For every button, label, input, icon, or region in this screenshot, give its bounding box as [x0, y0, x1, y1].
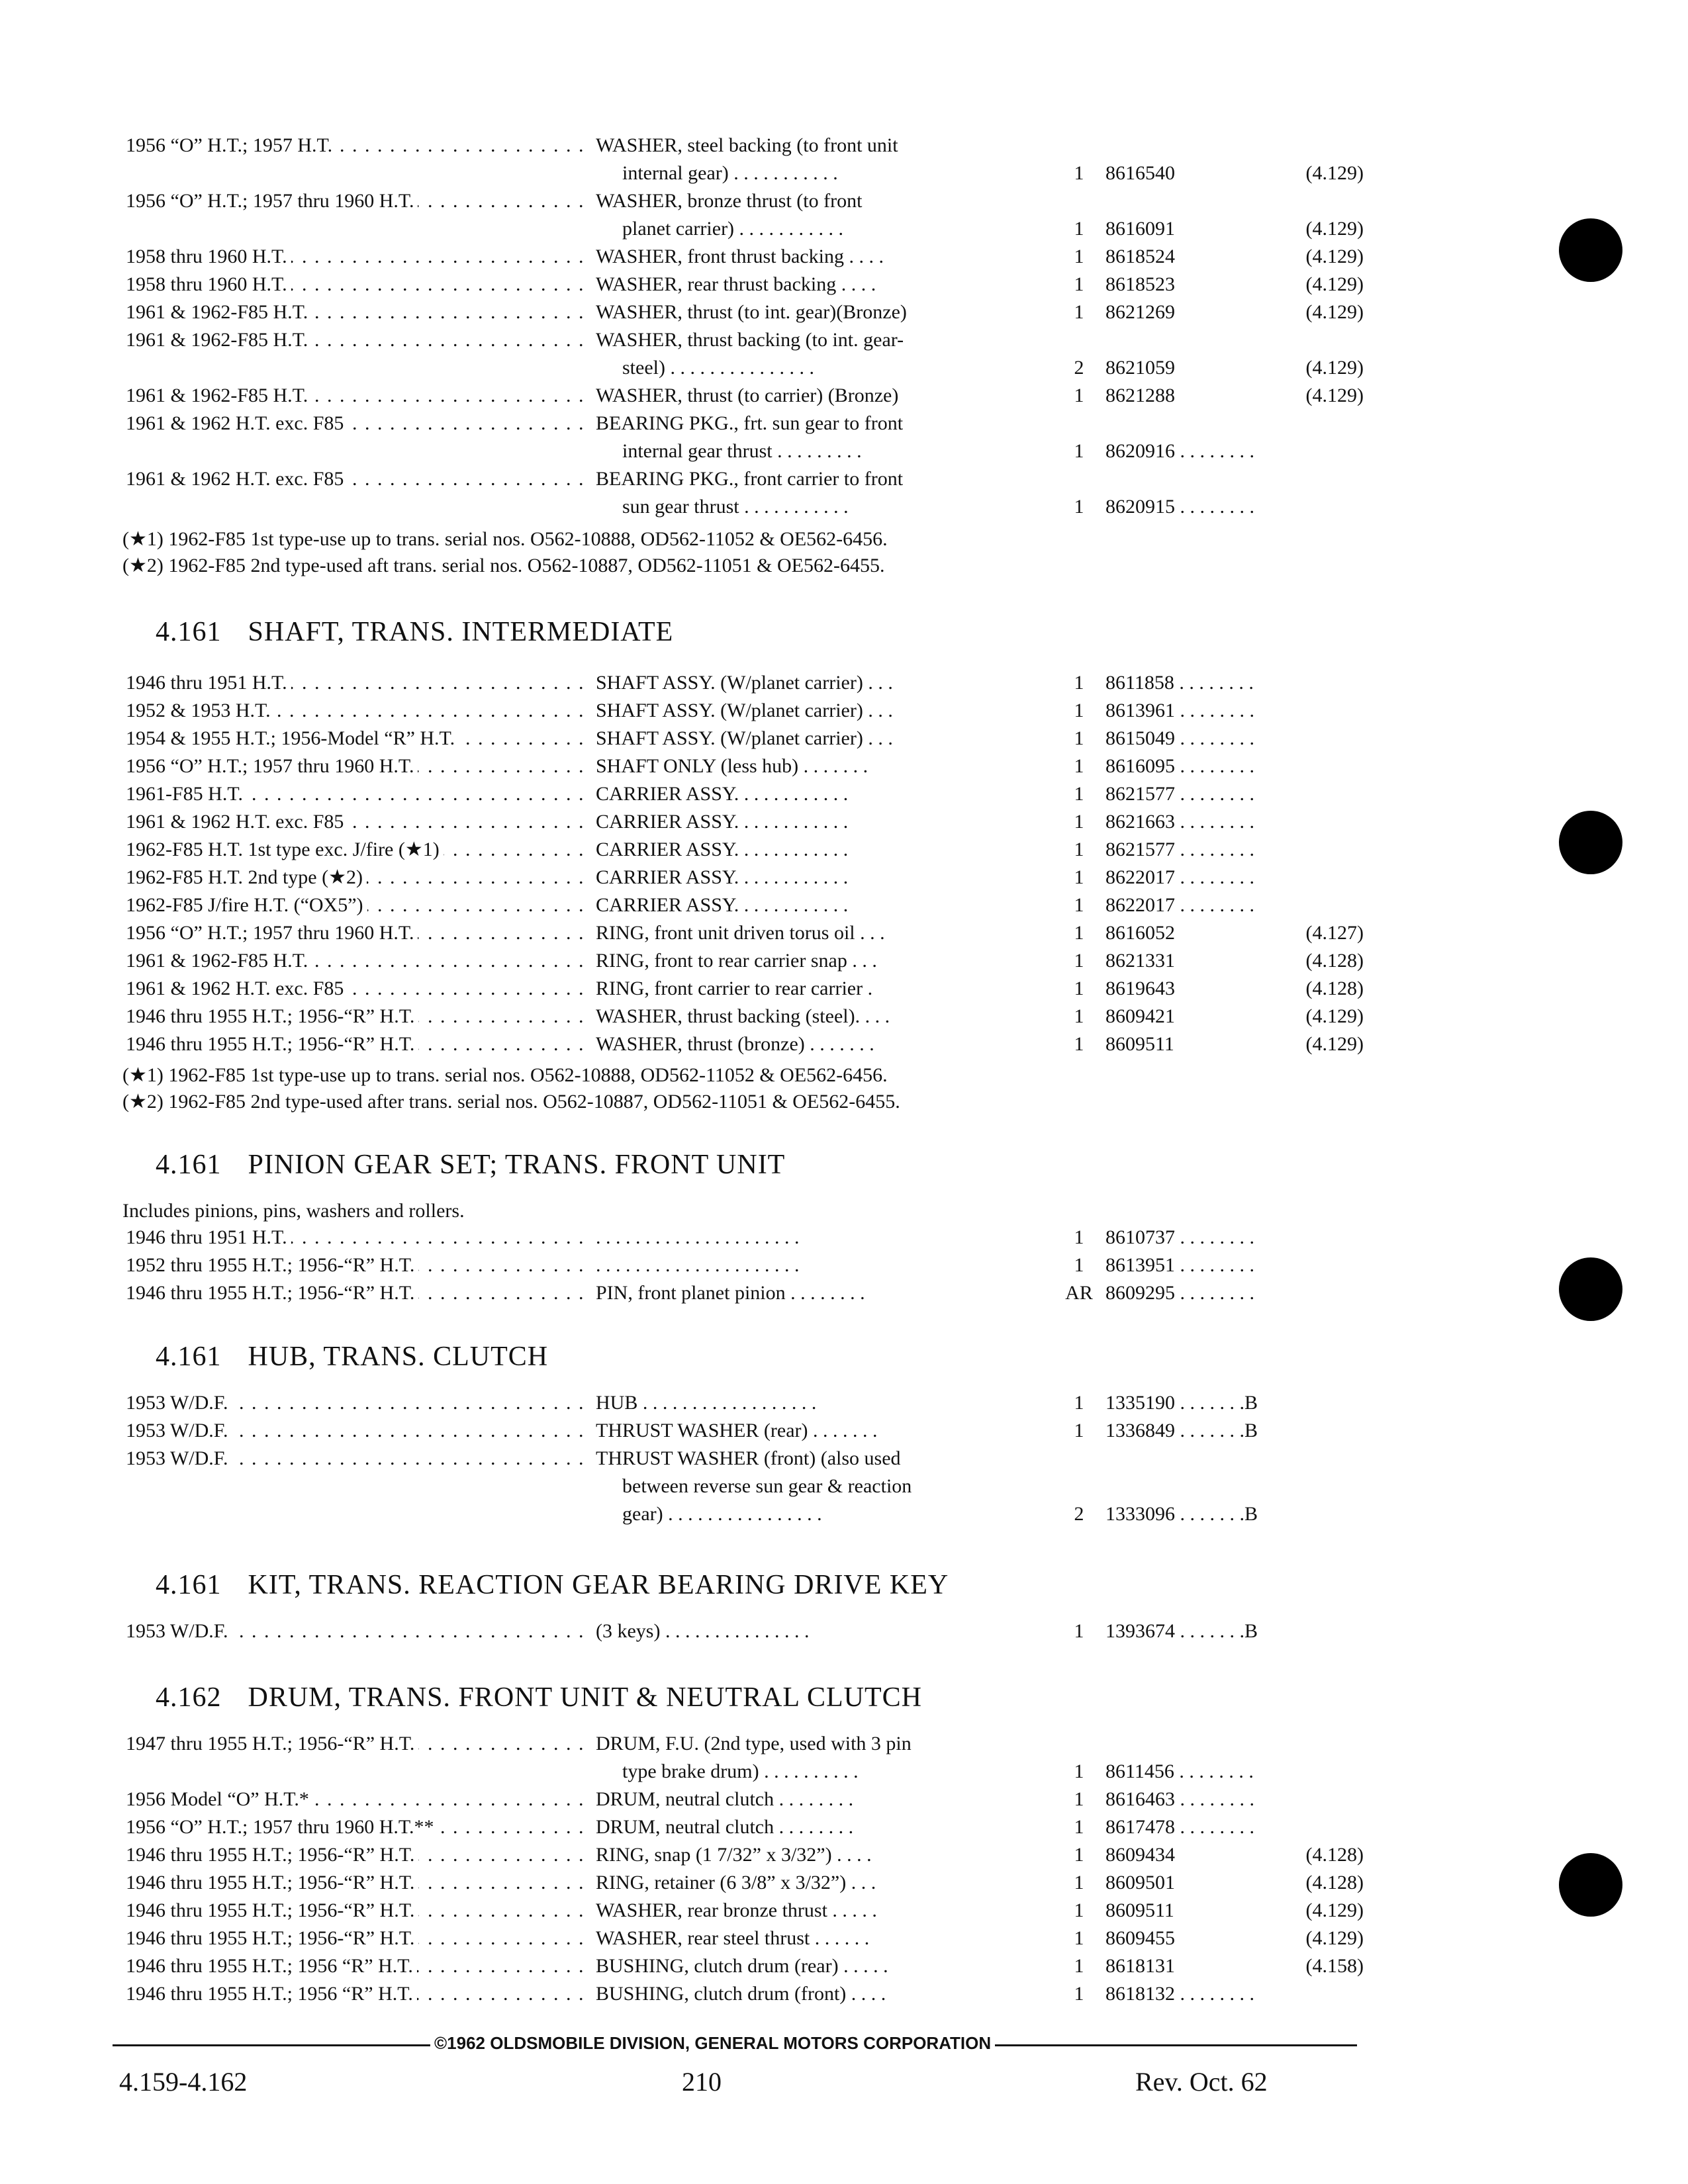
reference-cell: (4.129) [1305, 357, 1364, 379]
application-cell [126, 1786, 589, 1813]
part-number-cell: 8613951 . . . . . . . . [1105, 1254, 1254, 1276]
quantity-cell: 1 [1074, 978, 1084, 999]
parts-row [119, 1224, 1364, 1251]
description-cell: PIN, front planet pinion . . . . . . . . [596, 1282, 865, 1304]
description-cell: THRUST WASHER (rear) . . . . . . . [596, 1420, 878, 1441]
quantity-cell: 1 [1074, 1392, 1084, 1414]
reference-cell: (4.158) [1305, 1955, 1364, 1977]
quantity-cell: 1 [1074, 1620, 1084, 1642]
application-text: 1954 & 1955 H.T.; 1956-Model “R” H.T. [126, 727, 459, 749]
application-cell [126, 299, 589, 326]
application-text: 1958 thru 1960 H.T. [126, 246, 291, 267]
parts-row [119, 132, 1364, 159]
parts-row-continuation [119, 494, 1364, 520]
parts-row [119, 1618, 1364, 1645]
application-text: 1961 & 1962 H.T. exc. F85 [126, 978, 348, 999]
application-text: 1956 “O” H.T.; 1957 thru 1960 H.T. [126, 755, 418, 777]
application-text: 1961 & 1962 H.T. exc. F85 [126, 468, 348, 490]
quantity-cell: 1 [1074, 440, 1084, 462]
parts-row [119, 466, 1364, 492]
parts-row [119, 837, 1364, 863]
section-heading-clutch-hub [156, 1340, 548, 1373]
quantity-cell: 1 [1074, 783, 1084, 805]
part-number-cell: 8618132 . . . . . . . . [1105, 1983, 1254, 2005]
description-cell: BEARING PKG., front carrier to front [596, 468, 904, 490]
section-number: 4.162 [156, 1682, 222, 1713]
parts-row [119, 1842, 1364, 1868]
binder-hole [1559, 1853, 1622, 1917]
application-cell [126, 410, 589, 437]
section-number: 4.161 [156, 617, 222, 647]
application-text: 1946 thru 1955 H.T.; 1956-“R” H.T. [126, 1282, 418, 1304]
parts-row [119, 1981, 1364, 2007]
part-number-cell: 8622017 . . . . . . . . [1105, 894, 1254, 916]
part-number-cell: 8609421 [1105, 1005, 1175, 1027]
binder-hole [1559, 811, 1622, 874]
parts-row [119, 1731, 1364, 1757]
section-number: 4.161 [156, 1150, 222, 1180]
description-cell: RING, front to rear carrier snap . . . [596, 950, 877, 972]
application-cell [126, 1280, 589, 1306]
description-cell: WASHER, rear steel thrust . . . . . . [596, 1927, 870, 1949]
application-cell [126, 1731, 589, 1757]
parts-row [119, 976, 1364, 1002]
description-cell: DRUM, F.U. (2nd type, used with 3 pin [596, 1733, 912, 1754]
part-number-cell: 8618131 [1105, 1955, 1175, 1977]
parts-row [119, 1870, 1364, 1896]
application-text: 1961-F85 H.T. [126, 783, 247, 805]
part-number-cell: 8622017 . . . . . . . . [1105, 866, 1254, 888]
part-number-cell: 8617478 . . . . . . . . [1105, 1816, 1254, 1838]
description-cell: CARRIER ASSY. . . . . . . . . . . . [596, 894, 849, 916]
section-heading-intermediate-shaft [156, 615, 673, 649]
application-cell [126, 864, 589, 891]
description-cell: WASHER, front thrust backing . . . . [596, 246, 884, 267]
application-cell [126, 1224, 589, 1251]
description-cell: WASHER, rear thrust backing . . . . [596, 273, 876, 295]
description-cell: RING, retainer (6 3/8” x 3/32”) . . . [596, 1872, 876, 1893]
description-cell: WASHER, thrust (to carrier) (Bronze) [596, 385, 899, 406]
application-cell [126, 1897, 589, 1924]
quantity-cell: 1 [1074, 1033, 1084, 1055]
description-continuation: sun gear thrust . . . . . . . . . . . [622, 496, 849, 518]
description-cell: THRUST WASHER (front) (also used [596, 1447, 901, 1469]
parts-row [119, 1897, 1364, 1924]
application-cell [126, 383, 589, 409]
description-cell: WASHER, thrust (bronze) . . . . . . . [596, 1033, 874, 1055]
application-cell [126, 1252, 589, 1279]
application-text: 1946 thru 1955 H.T.; 1956 “R” H.T. [126, 1955, 417, 1977]
application-cell [126, 132, 589, 159]
part-number-cell: 8621059 [1105, 357, 1175, 379]
application-text: 1953 W/D.F. [126, 1620, 232, 1642]
parts-row [119, 920, 1364, 946]
description-continuation: gear) . . . . . . . . . . . . . . . . [622, 1503, 822, 1525]
parts-row-continuation [119, 160, 1364, 187]
application-cell [126, 1925, 589, 1952]
quantity-cell: 1 [1074, 301, 1084, 323]
footnote: (★1) 1962-F85 1st type-use up to trans. serial nos. O562-10888, OD562-11052 & OE562-6456. [122, 1064, 888, 1086]
application-cell [126, 244, 589, 270]
section-heading-drive-key-kit [156, 1569, 949, 1602]
part-number-cell: 8609434 [1105, 1844, 1175, 1866]
description-cell: DRUM, neutral clutch . . . . . . . . [596, 1816, 854, 1838]
description-cell: SHAFT ASSY. (W/planet carrier) . . . [596, 672, 893, 694]
description-cell: . . . . . . . . . . . . . . . . . . . . . [596, 1226, 800, 1248]
quantity-cell: 1 [1074, 1760, 1084, 1782]
parts-row [119, 781, 1364, 807]
parts-row-continuation [119, 216, 1364, 242]
section-heading-drum [156, 1681, 922, 1714]
application-text: 1962-F85 H.T. 1st type exc. J/fire (★1) [126, 839, 444, 860]
application-cell [126, 1870, 589, 1896]
parts-row-continuation [119, 1473, 1364, 1500]
quantity-cell: 1 [1074, 811, 1084, 833]
description-continuation: type brake drum) . . . . . . . . . . [622, 1760, 859, 1782]
parts-row [119, 410, 1364, 437]
parts-row [119, 725, 1364, 752]
application-text: 1961 & 1962-F85 H.T. [126, 329, 312, 351]
footer-copyright: ©1962 OLDSMOBILE DIVISION, GENERAL MOTORS CORPORATION [430, 2033, 995, 2054]
part-number-cell: 8618524 [1105, 246, 1175, 267]
quantity-cell: 1 [1074, 1254, 1084, 1276]
application-cell [126, 670, 589, 696]
application-cell [126, 920, 589, 946]
application-text: 1952 thru 1955 H.T.; 1956-“R” H.T. [126, 1254, 418, 1276]
quantity-cell: 1 [1074, 1955, 1084, 1977]
description-continuation: planet carrier) . . . . . . . . . . . [622, 218, 844, 240]
description-cell: DRUM, neutral clutch . . . . . . . . [596, 1788, 854, 1810]
description-cell: HUB . . . . . . . . . . . . . . . . . . [596, 1392, 817, 1414]
quantity-cell: 1 [1074, 950, 1084, 972]
quantity-cell: 1 [1074, 218, 1084, 240]
application-cell [126, 1003, 589, 1030]
parts-row-continuation [119, 355, 1364, 381]
section-number: 4.161 [156, 1570, 222, 1600]
quantity-cell: 1 [1074, 700, 1084, 721]
parts-row [119, 244, 1364, 270]
part-number-cell: 1335190 . . . . . . .B [1105, 1392, 1258, 1414]
part-number-cell: 8621269 [1105, 301, 1175, 323]
part-number-cell: 1393674 . . . . . . .B [1105, 1620, 1258, 1642]
quantity-cell: 1 [1074, 385, 1084, 406]
part-number-cell: 1336849 . . . . . . .B [1105, 1420, 1258, 1441]
application-text: 1956 Model “O” H.T.* [126, 1788, 313, 1810]
part-number-cell: 8619643 [1105, 978, 1175, 999]
part-number-cell: 8616095 . . . . . . . . [1105, 755, 1254, 777]
part-number-cell: 8620916 . . . . . . . . [1105, 440, 1254, 462]
application-text: 1956 “O” H.T.; 1957 thru 1960 H.T. [126, 922, 418, 944]
parts-row [119, 1031, 1364, 1058]
application-cell [126, 698, 589, 724]
application-text: 1947 thru 1955 H.T.; 1956-“R” H.T. [126, 1733, 418, 1754]
parts-row [119, 864, 1364, 891]
section-number: 4.161 [156, 1342, 222, 1372]
application-text: 1962-F85 J/fire H.T. (“OX5”) [126, 894, 367, 916]
application-cell [126, 892, 589, 919]
parts-row [119, 892, 1364, 919]
quantity-cell: 1 [1074, 1005, 1084, 1027]
application-cell [126, 327, 589, 353]
parts-row [119, 1786, 1364, 1813]
reference-cell: (4.129) [1305, 1899, 1364, 1921]
quantity-cell: 1 [1074, 162, 1084, 184]
footer-revision: Rev. Oct. 62 [1135, 2067, 1268, 2097]
application-cell [126, 466, 589, 492]
part-number-cell: 8616540 [1105, 162, 1175, 184]
parts-row [119, 1390, 1364, 1416]
reference-cell: (4.128) [1305, 1844, 1364, 1866]
section-title: SHAFT, TRANS. INTERMEDIATE [248, 617, 674, 647]
quantity-cell: 2 [1074, 357, 1084, 379]
application-text: 1946 thru 1951 H.T. [126, 1226, 291, 1248]
part-number-cell: 8609455 [1105, 1927, 1175, 1949]
part-number-cell: 8613961 . . . . . . . . [1105, 700, 1254, 721]
application-text: 1946 thru 1955 H.T.; 1956 “R” H.T. [126, 1983, 417, 2005]
application-text: 1946 thru 1955 H.T.; 1956-“R” H.T. [126, 1005, 418, 1027]
section-heading-pinion-gear-set [156, 1148, 785, 1181]
application-cell [126, 1618, 589, 1645]
description-continuation: internal gear) . . . . . . . . . . . [622, 162, 838, 184]
application-cell [126, 753, 589, 780]
parts-row [119, 670, 1364, 696]
application-cell [126, 1953, 589, 1979]
application-cell [126, 271, 589, 298]
part-number-cell: 8616052 [1105, 922, 1175, 944]
application-cell [126, 1445, 589, 1472]
parts-row [119, 188, 1364, 214]
description-cell: (3 keys) . . . . . . . . . . . . . . . [596, 1620, 810, 1642]
footer-section-range: 4.159-4.162 [119, 2067, 248, 2097]
application-text: 1953 W/D.F. [126, 1420, 232, 1441]
quantity-cell: 1 [1074, 1816, 1084, 1838]
part-number-cell: 8621663 . . . . . . . . [1105, 811, 1254, 833]
reference-cell: (4.129) [1305, 218, 1364, 240]
section-title: KIT, TRANS. REACTION GEAR BEARING DRIVE KEY [248, 1570, 949, 1600]
part-number-cell: 8615049 . . . . . . . . [1105, 727, 1254, 749]
parts-row [119, 1925, 1364, 1952]
reference-cell: (4.128) [1305, 950, 1364, 972]
quantity-cell: 1 [1074, 672, 1084, 694]
description-cell: RING, front unit driven torus oil . . . [596, 922, 885, 944]
parts-row [119, 698, 1364, 724]
application-cell [126, 1418, 589, 1444]
quantity-cell: 1 [1074, 922, 1084, 944]
application-text: 1962-F85 H.T. 2nd type (★2) [126, 866, 367, 888]
description-continuation: between reverse sun gear & reaction [622, 1475, 912, 1497]
parts-row [119, 809, 1364, 835]
application-text: 1953 W/D.F. [126, 1392, 232, 1414]
quantity-cell: 1 [1074, 1844, 1084, 1866]
application-text: 1946 thru 1955 H.T.; 1956-“R” H.T. [126, 1844, 418, 1866]
footnote: (★1) 1962-F85 1st type-use up to trans. serial nos. O562-10888, OD562-11052 & OE562-6456. [122, 528, 888, 550]
part-number-cell: 8616463 . . . . . . . . [1105, 1788, 1254, 1810]
quantity-cell: 1 [1074, 1872, 1084, 1893]
quantity-cell: 1 [1074, 1788, 1084, 1810]
application-cell [126, 809, 589, 835]
quantity-cell: 1 [1074, 496, 1084, 518]
description-cell: RING, front carrier to rear carrier . [596, 978, 873, 999]
quantity-cell: 2 [1074, 1503, 1084, 1525]
part-number-cell: 8621331 [1105, 950, 1175, 972]
application-cell [126, 1981, 589, 2007]
section-title: HUB, TRANS. CLUTCH [248, 1342, 549, 1372]
description-cell: SHAFT ASSY. (W/planet carrier) . . . [596, 700, 893, 721]
application-cell [126, 1814, 589, 1841]
description-cell: BUSHING, clutch drum (rear) . . . . . [596, 1955, 888, 1977]
application-text: 1956 “O” H.T.; 1957 thru 1960 H.T. [126, 190, 418, 212]
quantity-cell: 1 [1074, 894, 1084, 916]
reference-cell: (4.129) [1305, 1033, 1364, 1055]
application-cell [126, 188, 589, 214]
application-text: 1952 & 1953 H.T. [126, 700, 275, 721]
reference-cell: (4.129) [1305, 246, 1364, 267]
parts-row [119, 1814, 1364, 1841]
part-number-cell: 8621577 . . . . . . . . [1105, 839, 1254, 860]
description-cell: SHAFT ONLY (less hub) . . . . . . . [596, 755, 868, 777]
reference-cell: (4.128) [1305, 978, 1364, 999]
application-cell [126, 781, 589, 807]
reference-cell: (4.129) [1305, 162, 1364, 184]
parts-row [119, 1445, 1364, 1472]
application-text: 1961 & 1962 H.T. exc. F85 [126, 412, 348, 434]
quantity-cell: 1 [1074, 1983, 1084, 2005]
reference-cell: (4.129) [1305, 385, 1364, 406]
description-cell: SHAFT ASSY. (W/planet carrier) . . . [596, 727, 893, 749]
parts-row-continuation [119, 1501, 1364, 1527]
section-title: DRUM, TRANS. FRONT UNIT & NEUTRAL CLUTCH [248, 1682, 923, 1713]
binder-hole [1559, 218, 1622, 282]
parts-row [119, 1953, 1364, 1979]
part-number-cell: 8610737 . . . . . . . . [1105, 1226, 1254, 1248]
parts-row [119, 327, 1364, 353]
description-cell: BEARING PKG., frt. sun gear to front [596, 412, 904, 434]
part-number-cell: 8609501 [1105, 1872, 1175, 1893]
reference-cell: (4.129) [1305, 1005, 1364, 1027]
description-cell: CARRIER ASSY. . . . . . . . . . . . [596, 783, 849, 805]
quantity-cell: 1 [1074, 839, 1084, 860]
footnote: (★2) 1962-F85 2nd type-used after trans. serial nos. O562-10887, OD562-11051 & OE562-6455. [122, 1091, 900, 1113]
application-text: 1961 & 1962 H.T. exc. F85 [126, 811, 348, 833]
description-cell: WASHER, thrust (to int. gear)(Bronze) [596, 301, 907, 323]
part-number-cell: 8620915 . . . . . . . . [1105, 496, 1254, 518]
application-text: 1956 “O” H.T.; 1957 thru 1960 H.T.** [126, 1816, 438, 1838]
description-cell: WASHER, steel backing (to front unit [596, 134, 898, 156]
description-cell: RING, snap (1 7/32” x 3/32”) . . . . [596, 1844, 872, 1866]
application-cell [126, 1031, 589, 1058]
application-text: 1946 thru 1955 H.T.; 1956-“R” H.T. [126, 1899, 418, 1921]
application-cell [126, 948, 589, 974]
reference-cell: (4.128) [1305, 1872, 1364, 1893]
description-cell: CARRIER ASSY. . . . . . . . . . . . [596, 839, 849, 860]
quantity-cell: 1 [1074, 727, 1084, 749]
part-number-cell: 8609511 [1105, 1033, 1174, 1055]
description-cell: CARRIER ASSY. . . . . . . . . . . . [596, 866, 849, 888]
description-continuation: steel) . . . . . . . . . . . . . . . [622, 357, 814, 379]
application-cell [126, 976, 589, 1002]
parts-row [119, 753, 1364, 780]
reference-cell: (4.127) [1305, 922, 1364, 944]
page-number: 210 [682, 2067, 722, 2097]
section-intro: Includes pinions, pins, washers and rollers. [122, 1200, 465, 1222]
description-cell: CARRIER ASSY. . . . . . . . . . . . [596, 811, 849, 833]
application-cell [126, 837, 589, 863]
application-text: 1946 thru 1951 H.T. [126, 672, 291, 694]
parts-row [119, 1252, 1364, 1279]
part-number-cell: 8609511 [1105, 1899, 1174, 1921]
footnote: (★2) 1962-F85 2nd type-used aft trans. serial nos. O562-10887, OD562-11051 & OE562-6455. [122, 555, 885, 576]
parts-row [119, 299, 1364, 326]
application-text: 1946 thru 1955 H.T.; 1956-“R” H.T. [126, 1033, 418, 1055]
application-cell [126, 1842, 589, 1868]
parts-row [119, 1418, 1364, 1444]
quantity-cell: 1 [1074, 1420, 1084, 1441]
part-number-cell: 8618523 [1105, 273, 1175, 295]
parts-row [119, 948, 1364, 974]
parts-row [119, 271, 1364, 298]
part-number-cell: 8616091 [1105, 218, 1175, 240]
reference-cell: (4.129) [1305, 1927, 1364, 1949]
parts-row-continuation [119, 1758, 1364, 1785]
part-number-cell: 8611456 . . . . . . . . [1105, 1760, 1254, 1782]
application-text: 1953 W/D.F. [126, 1447, 232, 1469]
part-number-cell: 1333096 . . . . . . .B [1105, 1503, 1258, 1525]
application-text: 1961 & 1962-F85 H.T. [126, 385, 312, 406]
parts-row-continuation [119, 438, 1364, 465]
application-text: 1961 & 1962-F85 H.T. [126, 950, 312, 972]
section-title: PINION GEAR SET; TRANS. FRONT UNIT [248, 1150, 786, 1180]
quantity-cell: 1 [1074, 1927, 1084, 1949]
application-cell [126, 725, 589, 752]
parts-row [119, 383, 1364, 409]
binder-hole [1559, 1257, 1622, 1321]
description-cell: BUSHING, clutch drum (front) . . . . [596, 1983, 886, 2005]
description-cell: WASHER, thrust backing (steel). . . . [596, 1005, 890, 1027]
description-continuation: internal gear thrust . . . . . . . . . [622, 440, 862, 462]
description-cell: WASHER, rear bronze thrust . . . . . [596, 1899, 877, 1921]
description-cell: . . . . . . . . . . . . . . . . . . . . . [596, 1254, 800, 1276]
parts-row [119, 1280, 1364, 1306]
reference-cell: (4.129) [1305, 301, 1364, 323]
application-text: 1956 “O” H.T.; 1957 H.T. [126, 134, 336, 156]
part-number-cell: 8621288 [1105, 385, 1175, 406]
application-text: 1958 thru 1960 H.T. [126, 273, 291, 295]
quantity-cell: 1 [1074, 1226, 1084, 1248]
reference-cell: (4.129) [1305, 273, 1364, 295]
part-number-cell: 8611858 . . . . . . . . [1105, 672, 1254, 694]
application-cell [126, 1390, 589, 1416]
parts-row [119, 1003, 1364, 1030]
application-text: 1946 thru 1955 H.T.; 1956-“R” H.T. [126, 1872, 418, 1893]
quantity-cell: 1 [1074, 755, 1084, 777]
quantity-cell: AR [1065, 1282, 1093, 1304]
application-text: 1961 & 1962-F85 H.T. [126, 301, 312, 323]
part-number-cell: 8621577 . . . . . . . . [1105, 783, 1254, 805]
description-cell: WASHER, bronze thrust (to front [596, 190, 863, 212]
quantity-cell: 1 [1074, 246, 1084, 267]
part-number-cell: 8609295 . . . . . . . . [1105, 1282, 1254, 1304]
description-cell: WASHER, thrust backing (to int. gear- [596, 329, 904, 351]
application-text: 1946 thru 1955 H.T.; 1956-“R” H.T. [126, 1927, 418, 1949]
quantity-cell: 1 [1074, 866, 1084, 888]
quantity-cell: 1 [1074, 1899, 1084, 1921]
quantity-cell: 1 [1074, 273, 1084, 295]
